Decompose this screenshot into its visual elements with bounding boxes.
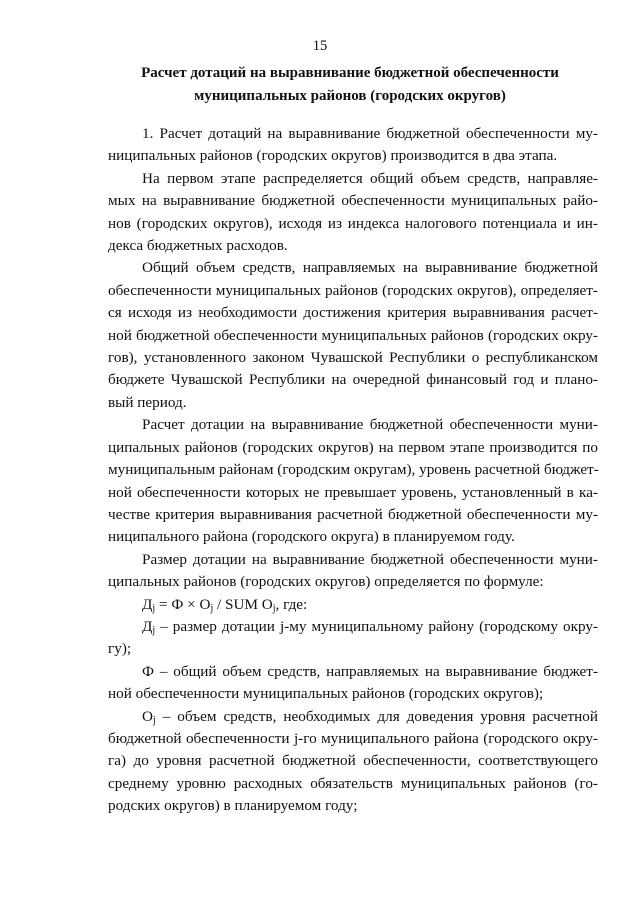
formula-sum: / SUM O [213,595,273,613]
text-line: ниципальных районов (городских округов) производится в два этапа. [108,147,558,165]
paragraph-2 [108,168,598,258]
formula-sub: j [272,602,276,614]
section-title-line-1: Расчет дотаций на выравнивание бюджетной обеспеченности [141,65,559,81]
definition-symbol: Д [142,617,153,635]
definition-text: – размер дотации j-му муниципальному району (городскому окру- [155,617,598,635]
text-line: ной обеспеченности муниципальных районов (городских округов); [108,685,544,703]
text-line: ной обеспеченности которых не превышает уровень, установленный в ка- [108,483,598,501]
definition-text: – объем средств, необходимых для доведения уровня расчетной [155,707,598,725]
text-line: обеспеченности муниципальных районов (городских округов), определяет- [108,281,598,299]
formula-eq: = Ф × O [155,595,211,613]
text-line: Общий объем средств, направляемых на выравнивание бюджетной [142,259,598,277]
paragraph-1 [108,123,598,168]
text-line: бюджетной обеспеченности j-го муниципального района (городского окру- [108,729,598,747]
text-line: га) до уровня расчетной бюджетной обеспеченности, соответствующего [108,752,598,770]
paragraph-4 [108,414,598,548]
text-line: ной бюджетной обеспеченности муниципальных районов (городских окру- [108,326,598,344]
text-line: муниципальным районам (городским округам), уровень расчетной бюджет- [108,461,599,479]
formula-tail: , где: [275,595,308,613]
paragraph-5 [108,549,598,594]
text-line: вый период. [108,393,187,411]
text-line: нов (городских округов), исходя из индекса налогового потенциала и ин- [108,214,598,232]
page-number: 15 [312,38,328,54]
text-line: родских округов) в планируемом году; [108,797,358,815]
text-line: 1. Расчет дотаций на выравнивание бюджетной обеспеченности му- [142,125,598,142]
section-title [100,62,600,108]
text-line: среднему уровню расходных обязательств муниципальных районов (го- [108,774,598,792]
text-line: мых на выравнивание бюджетной обеспеченности муниципальных райо- [108,192,598,210]
formula-sub: j [152,602,156,614]
formula-line [108,594,598,616]
text-line: Расчет дотации на выравнивание бюджетной обеспеченности муни- [142,416,598,434]
text-line: гу); [108,640,132,658]
definition-sub: j [152,624,156,636]
text-line: Размер дотации на выравнивание бюджетной обеспеченности муни- [142,550,598,568]
definition-oj [108,706,598,818]
text-line: честве критерия выравнивания расчетной бюджетной обеспеченности му- [108,505,598,523]
section-title-line-2: муниципальных районов (городских округов) [194,88,506,104]
text-line: ниципального района (городского округа) в планируемом году. [108,528,515,546]
text-line: декса бюджетных расходов. [108,237,288,255]
formula-sub: j [210,602,214,614]
paragraph-3 [108,257,598,414]
text-line: ципальных районов (городских округов) определяется по формуле: [108,573,544,591]
formula-d: Д [142,595,153,613]
definition-dj [108,616,598,661]
definition-symbol: O [142,707,153,725]
definition-sub: j [152,714,156,726]
text-line: бюджете Чувашской Республики на очередной финансовый год и плано- [108,371,598,389]
definition-text: – общий объем средств, направляемых на выравнивание бюджет- [154,662,598,680]
formula [108,594,598,616]
text-line [108,661,598,683]
text-line: ся исходя из необходимости достижения критерия выравнивания расчет- [108,304,598,322]
body-text [108,123,598,818]
text-line: гов), установленного законом Чувашской Республики о республиканском [108,349,598,367]
definition-f [108,661,598,706]
text-line: ципальных районов (городских округов) на первом этапе производится по [108,438,598,456]
definition-symbol: Ф [142,662,154,680]
text-line [108,616,598,638]
text-line [108,706,598,728]
text-line: На первом этапе распределяется общий объем средств, направляе- [142,169,598,187]
